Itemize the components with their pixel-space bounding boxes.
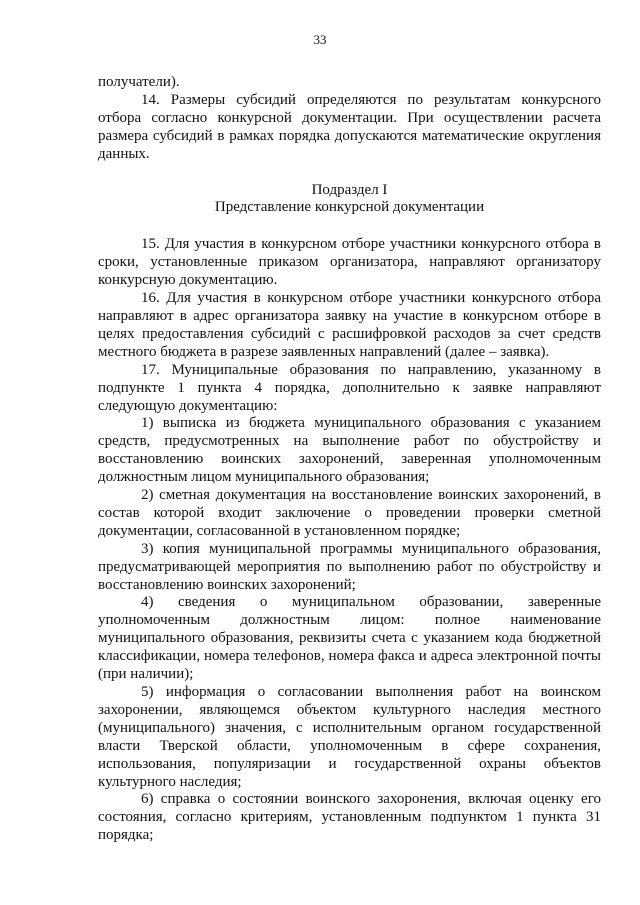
subsection-title: Подраздел I bbox=[311, 181, 388, 198]
paragraph-15: 15. Для участия в конкурсном отборе участники конкурсного отбора в сроки, установленные приказом организатора, направляют организатору конкурсную документацию. bbox=[98, 236, 601, 289]
paragraph-17: 17. Муниципальные образования по направлению, указанному в подпункте 1 пункта 4 порядка, дополнительно к заявке направляют следующую документацию: bbox=[98, 361, 601, 414]
document-body bbox=[98, 74, 601, 845]
list-item-6: 6) справка о состоянии воинского захоронения, включая оценку его состояния, согласно критериям, установленным подпунктом 1 пункта 31 порядка; bbox=[98, 791, 601, 844]
list-item-1: 1) выписка из бюджета муниципального образования с указанием средств, предусмотренных на выполнение работ по обустройству и восстановлению воинских захоронений, заверенная уполномоченным должностным лицом муниципального образования; bbox=[98, 415, 601, 486]
subsection-subtitle: Представление конкурсной документации bbox=[214, 199, 485, 216]
list-item-2: 2) сметная документация на восстановление воинских захоронений, в состав которой входит заключение о проведении проверки сметной документации, согласованной в установленном порядке; bbox=[98, 487, 601, 539]
list-item-4: 4) сведения о муниципальном образовании, заверенные уполномоченным должностным лицом: полное наименование муниципального образования, реквизиты счета с указанием кода бюджетной классификации, номера телефонов, номера факса и адреса электронной почты (при наличии); bbox=[98, 594, 601, 683]
paragraph-14: 14. Размеры субсидий определяются по результатам конкурсного отбора согласно конкурсной документации. При осуществлении расчета размера субсидий в рамках порядка допускаются математические округления данных. bbox=[98, 91, 601, 162]
list-item-3: 3) копия муниципальной программы муниципального образования, предусматривающей мероприятия по выполнению работ по обустройству и восстановлению воинских захоронений; bbox=[98, 540, 601, 593]
paragraph-16: 16. Для участия в конкурсном отборе участники конкурсного отбора направляют в адрес организатора заявку на участие в конкурсном отборе в целях предоставления субсидий с расшифровкой расходов за счет средств местного бюджета в разрезе заявленных направлений (далее – заявка). bbox=[98, 290, 601, 360]
list-item-5: 5) информация о согласовании выполнения работ на воинском захоронении, являющемся объектом культурного наследия местного (муниципального) значения, с исполнительным органом государственной власти Тверской области, уполномоченным в сфере сохранения, использования, популяризации и государственной охраны объектов культурного наследия; bbox=[98, 684, 601, 790]
paragraph-continuation: получатели). bbox=[98, 74, 180, 90]
page-number: 33 bbox=[313, 32, 327, 47]
